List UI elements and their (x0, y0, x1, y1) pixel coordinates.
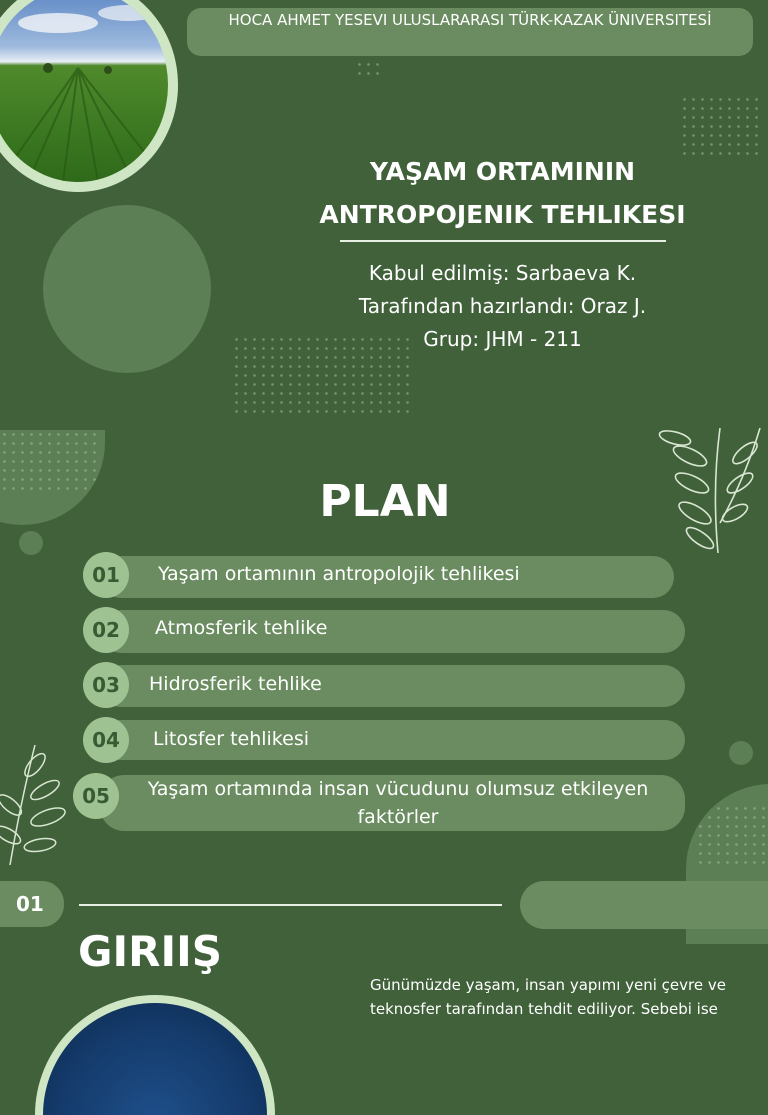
field-photo (0, 0, 178, 192)
intro-line-1: Günümüzde yaşam, insan yapımı yeni çevre ve (370, 976, 726, 994)
credit-prepared: Tarafından hazırlandı: Oraz J. (358, 294, 647, 318)
decor-half-circle-left (0, 430, 105, 525)
plan-num-5: 05 (73, 773, 119, 819)
plan-item-label-5: Yaşam ortamında insan vücudunu olumsuz etkileyen faktörler (147, 778, 649, 828)
earth-photo (35, 995, 275, 1115)
dots-decor-top (355, 60, 385, 78)
leaf-sprig-icon (0, 745, 75, 865)
plan-item-label-3: Hidrosferik tehlike (149, 673, 322, 695)
decor-circle-large (43, 205, 211, 373)
title-line-1: YAŞAM ORTAMININ (369, 157, 636, 186)
plan-num-4: 04 (83, 717, 129, 763)
decor-small-circle-left (19, 531, 43, 555)
credit-accepted: Kabul edilmiş: Sarbaeva K. (368, 261, 637, 285)
plan-num-2: 02 (83, 607, 129, 653)
credits-block (290, 257, 715, 356)
leaf-branch-icon (650, 428, 768, 553)
decor-small-circle-right (729, 741, 753, 765)
section-number: 01 (16, 892, 44, 916)
plan-heading: PLAN (319, 476, 451, 527)
field-rows-icon (0, 0, 168, 182)
intro-line-2: teknosfer tarafından tehdit ediliyor. Sebebi ise (370, 1000, 718, 1018)
intro-text (370, 973, 765, 1021)
section-heading: GIRIIŞ (78, 927, 222, 976)
dots-decor-right (680, 95, 760, 155)
plan-item-label-4: Litosfer tehlikesi (153, 728, 309, 750)
section-pill-right (520, 881, 768, 929)
plan-item-label-1: Yaşam ortamının antropolojik tehlikesi (158, 563, 520, 585)
university-name: HOCA AHMET YESEVI ULUSLARARASI TÜRK-KAZAK ÜNIVERSITESİ (228, 11, 712, 29)
title-underline (340, 240, 666, 242)
plan-item-label-2: Atmosferik tehlike (155, 617, 328, 639)
credit-group: Grup: JHM - 211 (423, 327, 582, 351)
title-line-2: ANTROPOJENIK TEHLIKESI (319, 200, 686, 229)
plan-num-3: 03 (83, 662, 129, 708)
plan-num-1: 01 (83, 552, 129, 598)
page-title (295, 150, 710, 236)
section-divider (79, 904, 502, 906)
